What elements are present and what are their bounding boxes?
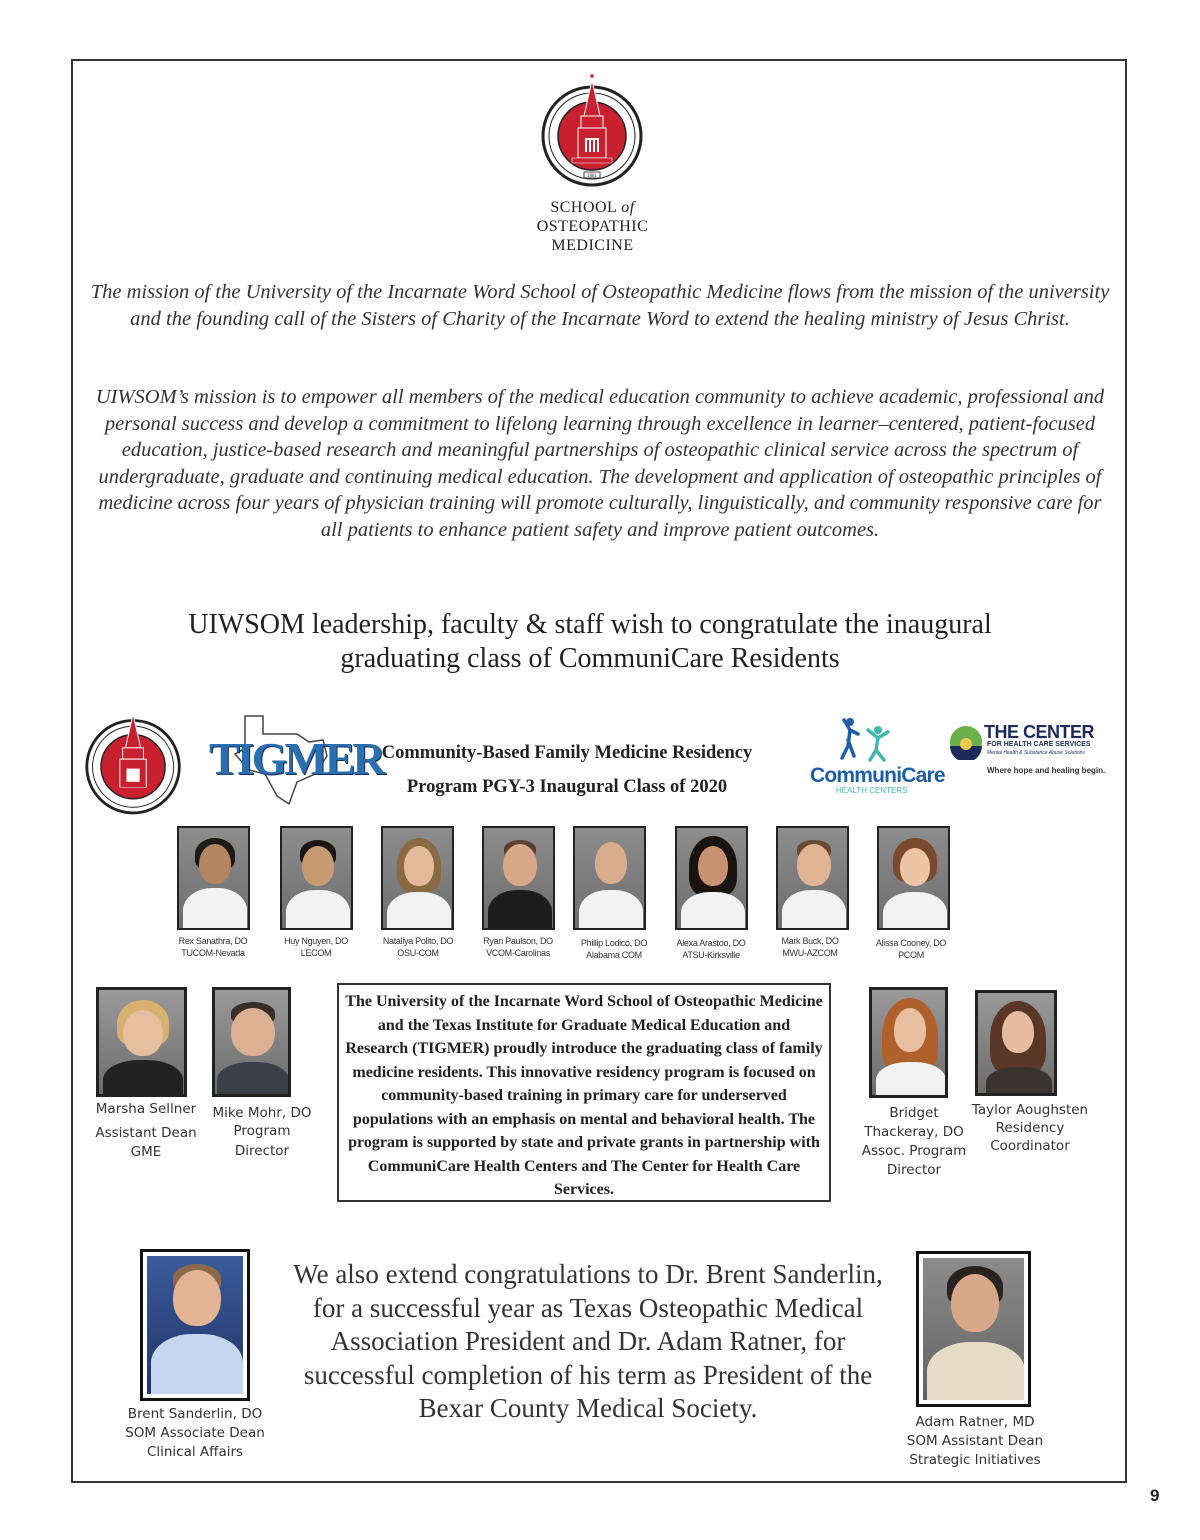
resident-name: Ryan Paulson, DO [483, 936, 553, 946]
resident-photo [675, 826, 748, 930]
staff-caption-taylor-aoughsten [968, 1101, 1092, 1155]
staff-title: Assistant Dean [95, 1125, 197, 1141]
leader-caption-adam-ratner [892, 1413, 1058, 1470]
leader-name: Brent Sanderlin, DO [127, 1406, 263, 1422]
resident-caption [564, 937, 664, 961]
resident-school: PCOM [898, 950, 924, 960]
resident-photo [776, 826, 849, 930]
resident-caption [661, 937, 761, 961]
leaders-congrats-text: We also extend congratulations to Dr. Brent Sanderlin, for a successful year as Texas Osteopathic Medical Association President and Dr. Adam Ratner, for successful completion of his term as President of the Bexar County Medical Society. [293, 1259, 883, 1423]
resident-caption [760, 935, 860, 959]
staff-photo-marsha-sellner [96, 987, 187, 1097]
resident-caption [861, 937, 961, 961]
resident-name: Mark Buck, DO [781, 936, 839, 946]
uiw-seal-logo [540, 72, 646, 190]
resident-caption [163, 935, 263, 959]
tigmer-logo [205, 712, 383, 808]
school-line3: MEDICINE [551, 237, 634, 254]
resident-school: Alabama COM [586, 950, 642, 960]
communicare-logo [808, 716, 945, 798]
seal-year: 1881 [587, 174, 597, 179]
communicare-figures-icon [808, 716, 933, 766]
staff-title: Program [233, 1123, 291, 1139]
staff-title: Director [234, 1143, 290, 1159]
resident-name: Huy Nguyen, DO [284, 936, 348, 946]
resident-caption [368, 935, 468, 959]
resident-school: OSU-COM [397, 948, 439, 958]
resident-photo [280, 826, 353, 930]
staff-photo-mike-mohr [212, 987, 291, 1097]
staff-title: Coordinator [990, 1138, 1070, 1154]
staff-title: Assoc. Program [861, 1143, 967, 1159]
resident-name: Phillip Lodico, DO [580, 938, 648, 948]
staff-name: Taylor Aoughsten [971, 1102, 1089, 1118]
uiw-seal-small-logo [84, 706, 184, 818]
staff-caption-marsha-sellner [86, 1100, 206, 1162]
resident-school: LECOM [300, 948, 332, 958]
center-tagline: Where hope and healing begin. [987, 766, 1106, 775]
school-of: of [621, 199, 635, 216]
leader-title: Clinical Affairs [146, 1444, 244, 1460]
staff-title: Director [886, 1162, 942, 1178]
congrats-line1: UIWSOM leadership, faculty & staff wish to congratulate the inaugural [188, 609, 992, 640]
staff-title: GME [130, 1144, 162, 1160]
page-number: 9 [1150, 1486, 1160, 1505]
staff-caption-bridget-thackeray [858, 1104, 970, 1180]
tigmer-wordmark: TIGMER [209, 733, 383, 784]
resident-school: MWU-AZCOM [782, 948, 838, 958]
resident-photo [381, 826, 454, 930]
leader-photo-adam-ratner [916, 1251, 1031, 1407]
center-title: THE CENTER [984, 722, 1095, 742]
staff-caption-mike-mohr [200, 1104, 324, 1160]
leader-caption-brent-sanderlin [112, 1405, 278, 1462]
staff-name: Thackeray, DO [864, 1124, 964, 1140]
program-info-box: The University of the Incarnate Word School of Osteopathic Medicine and the Texas Institute for Graduate Medical Education and Research (TIGMER) proudly introduce the graduating class of family medicine residents. This innovative residency program is focused on community-based training in primary care for underserved populations with an emphasis on mental and behavioral health. The program is supported by state and private grants in partnership with CommuniCare Health Centers and The Center for Health Care Services. [337, 983, 831, 1202]
resident-name: Nataliya Polito, DO [382, 936, 454, 946]
leader-photo-brent-sanderlin [140, 1249, 250, 1401]
staff-name: Bridget [889, 1105, 939, 1121]
program-line2: Program PGY-3 Inaugural Class of 2020 [406, 777, 728, 797]
school-line1: SCHOOL [550, 199, 617, 216]
communicare-wordmark: CommuniCare [810, 764, 945, 787]
congrats-heading [150, 608, 1030, 676]
leader-title: SOM Assistant Dean [906, 1433, 1044, 1449]
resident-caption [468, 935, 568, 959]
staff-name: Marsha Sellner [95, 1101, 197, 1117]
leader-title: Strategic Initiatives [909, 1452, 1041, 1468]
congrats-line2: graduating class of CommuniCare Residents [340, 643, 840, 674]
program-title [352, 736, 782, 804]
leader-name: Adam Ratner, MD [915, 1414, 1035, 1430]
leader-title: SOM Associate Dean [125, 1425, 265, 1441]
resident-photo [573, 826, 646, 930]
sunrise-icon [948, 724, 984, 760]
mission-paragraph-2: UIWSOM’s mission is to empower all members of the medical education community to achieve academic, professional and personal success and develop a commitment to lifelong learning through excellence in learner–centered, patient-focused education, justice-based research and meaningful partnerships of osteopathic clinical service across the spectrum of undergraduate, graduate and continuing medical education. The development and application of osteopathic principles of medicine across four years of physician training will promote culturally, linguistically, and community responsive care for all patients to enhance patient safety and improve patient outcomes. [95, 386, 1105, 541]
resident-photo [177, 826, 250, 930]
resident-name: Alexa Arastoo, DO [676, 938, 746, 948]
center-sub: FOR HEALTH CARE SERVICES [987, 741, 1091, 748]
staff-photo-bridget-thackeray [869, 987, 948, 1098]
resident-school: VCOM-Carolinas [486, 948, 550, 958]
center-sub2: Mental Health & Substance Abuse Solutions [987, 750, 1085, 756]
school-name [500, 198, 685, 255]
program-line1: Community-Based Family Medicine Residency [381, 743, 753, 763]
the-center-logo [948, 722, 1108, 782]
resident-school: TUCOM-Nevada [181, 948, 245, 958]
staff-photo-taylor-aoughsten [975, 990, 1057, 1096]
staff-name: Mike Mohr, DO [212, 1105, 312, 1121]
resident-caption [266, 935, 366, 959]
staff-title: Residency [995, 1120, 1065, 1136]
resident-photo [877, 826, 950, 930]
mission-paragraph-1: The mission of the University of the Incarnate Word School of Osteopathic Medicine flows from the mission of the university and the founding call of the Sisters of Charity of the Incarnate Word to extend the healing ministry of Jesus Christ. [90, 281, 1110, 330]
resident-school: ATSU-Kirksville [682, 950, 740, 960]
communicare-sub: HEALTH CENTERS [836, 786, 908, 795]
resident-name: Alissa Cooney, DO [875, 938, 947, 948]
resident-name: Rex Sanathra, DO [178, 936, 248, 946]
school-line2: OSTEOPATHIC [536, 218, 649, 235]
resident-photo [482, 826, 555, 930]
